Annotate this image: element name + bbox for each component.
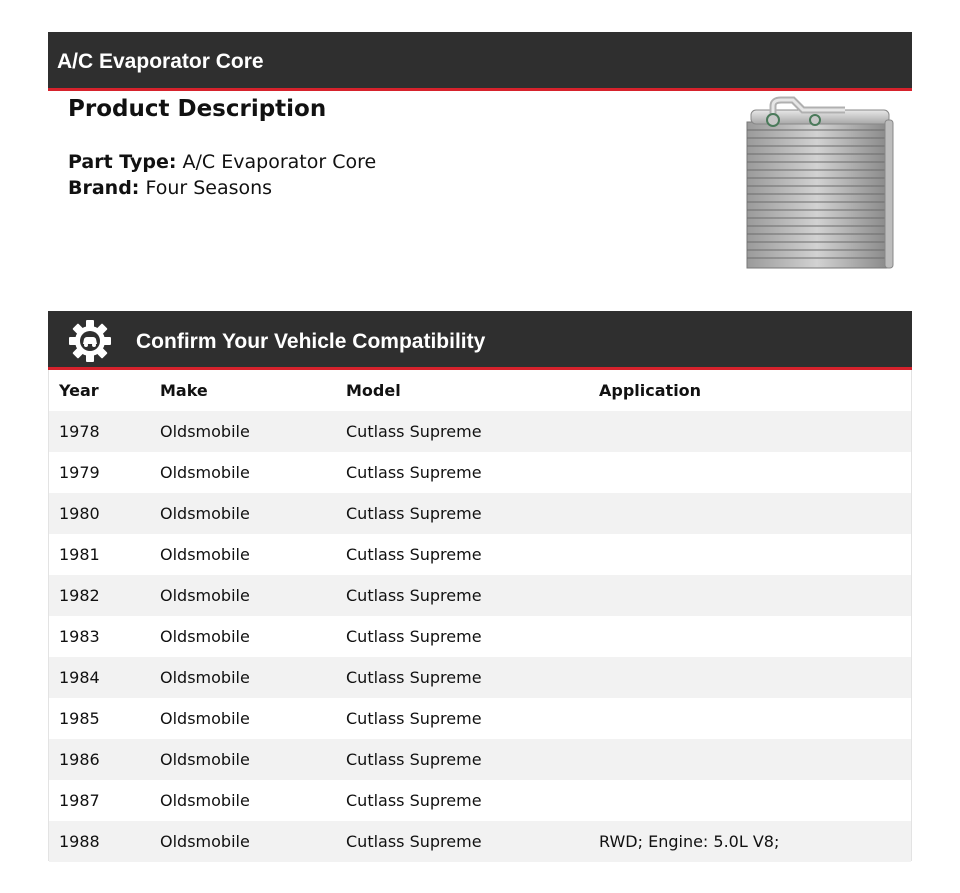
part-type-value: A/C Evaporator Core: [182, 151, 377, 173]
cell-make: Oldsmobile: [160, 627, 250, 646]
cell-year: 1978: [59, 422, 100, 441]
table-row: [49, 739, 911, 780]
product-title: A/C Evaporator Core: [57, 50, 264, 73]
cell-year: 1979: [59, 463, 100, 482]
table-row: [49, 657, 911, 698]
cell-model: Cutlass Supreme: [346, 832, 482, 851]
cell-make: Oldsmobile: [160, 750, 250, 769]
compatibility-table: [48, 370, 912, 861]
cell-application: [589, 698, 911, 739]
gear-car-icon: [68, 319, 112, 363]
table-row: [49, 616, 911, 657]
cell-make: Oldsmobile: [160, 463, 250, 482]
cell-model: Cutlass Supreme: [346, 791, 482, 810]
evaporator-core-image: [735, 96, 907, 274]
brand-label: Brand:: [68, 177, 140, 199]
cell-year: 1988: [59, 832, 100, 851]
cell-model: Cutlass Supreme: [346, 586, 482, 605]
column-header-model: Model: [346, 381, 401, 400]
table-row: [49, 452, 911, 493]
column-header-application: Application: [599, 381, 702, 400]
compatibility-title-bar: [48, 311, 912, 370]
table-row: [49, 411, 911, 452]
cell-application: [589, 616, 911, 657]
table-row: [49, 534, 911, 575]
cell-application: [589, 534, 911, 575]
cell-make: Oldsmobile: [160, 545, 250, 564]
cell-application: [589, 657, 911, 698]
cell-make: Oldsmobile: [160, 422, 250, 441]
table-row: [49, 780, 911, 821]
cell-model: Cutlass Supreme: [346, 709, 482, 728]
cell-application: [589, 780, 911, 821]
cell-model: Cutlass Supreme: [346, 627, 482, 646]
cell-application: [589, 411, 911, 452]
table-row: [49, 493, 911, 534]
table-row: [49, 575, 911, 616]
cell-year: 1980: [59, 504, 100, 523]
table-row: [49, 821, 911, 862]
cell-make: Oldsmobile: [160, 504, 250, 523]
brand-line: [68, 177, 272, 199]
cell-make: Oldsmobile: [160, 709, 250, 728]
cell-model: Cutlass Supreme: [346, 545, 482, 564]
cell-make: Oldsmobile: [160, 586, 250, 605]
compatibility-title: Confirm Your Vehicle Compatibility: [136, 330, 486, 353]
cell-application: [589, 575, 911, 616]
brand-value: Four Seasons: [145, 177, 273, 199]
column-header-make: Make: [160, 381, 208, 400]
column-header-year: Year: [59, 381, 99, 400]
cell-model: Cutlass Supreme: [346, 750, 482, 769]
cell-application: RWD; Engine: 5.0L V8;: [599, 832, 780, 851]
cell-make: Oldsmobile: [160, 791, 250, 810]
table-header-row: [49, 370, 911, 411]
cell-year: 1982: [59, 586, 100, 605]
cell-model: Cutlass Supreme: [346, 463, 482, 482]
cell-application: [589, 739, 911, 780]
cell-model: Cutlass Supreme: [346, 422, 482, 441]
cell-year: 1983: [59, 627, 100, 646]
cell-model: Cutlass Supreme: [346, 668, 482, 687]
product-title-bar: [48, 32, 912, 91]
cell-year: 1986: [59, 750, 100, 769]
cell-make: Oldsmobile: [160, 668, 250, 687]
cell-year: 1985: [59, 709, 100, 728]
table-row: [49, 698, 911, 739]
part-type-line: [68, 151, 376, 173]
product-description-heading: Product Description: [68, 96, 327, 122]
cell-year: 1981: [59, 545, 100, 564]
part-type-label: Part Type:: [68, 151, 177, 173]
cell-year: 1987: [59, 791, 100, 810]
cell-make: Oldsmobile: [160, 832, 250, 851]
cell-model: Cutlass Supreme: [346, 504, 482, 523]
cell-application: [589, 452, 911, 493]
cell-application: [589, 493, 911, 534]
cell-year: 1984: [59, 668, 100, 687]
